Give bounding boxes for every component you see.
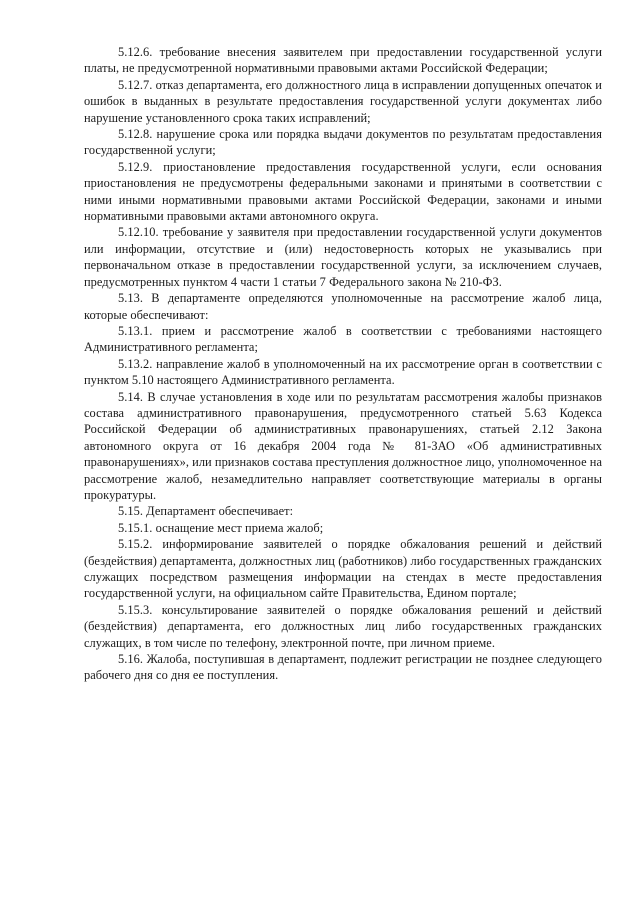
paragraph-5-15-3: 5.15.3. консультирование заявителей о порядке обжалования решений и действий (бездействия) департамента, его должностных лиц либо государственных гражданских служащих, в том числе по телефону, электронной почте, при личном приеме. [84,602,602,650]
paragraph-5-12-10: 5.12.10. требование у заявителя при предоставлении государственной услуги документов или информации, отсутствие и (или) недостоверность которых не указывались при первоначальном отказе в предоставлении государственной услуги, за исключением случаев, предусмотренных пунктом 4 части 1 статьи 7 Федерального закона № 210-ФЗ. [84,225,602,289]
document-page [84,44,602,684]
paragraph-5-12-9: 5.12.9. приостановление предоставления государственной услуги, если основания приостановления не предусмотрены федеральными законами и принятыми в соответствии с ними иными нормативными правовыми актами Российской Федерации, законами и иными нормативными правовыми актами автономного округа. [84,159,602,224]
paragraph-5-14: 5.14. В случае установления в ходе или по результатам рассмотрения жалобы признаков состава административного правонарушения, предусмотренного статьей 5.63 Кодекса Российской Федерации об административных правонарушениях, статьей 2.12 Закона автономного округа от 16 декабря 2004 года № 81-ЗАО «Об административных правонарушениях», или признаков состава преступления должностное лицо, уполномоченное на рассмотрение жалоб, незамедлительно направляет соответствующие материалы в органы прокуратуры. [84,389,602,502]
paragraph-5-16: 5.16. Жалоба, поступившая в департамент, подлежит регистрации не позднее следующего рабочего дня со дня ее поступления. [84,652,602,683]
paragraph-5-15-2: 5.15.2. информирование заявителей о порядке обжалования решений и действий (бездействия) департамента, должностных лиц (работников) либо государственных гражданских служащих посредством размещения информации на стендах в месте предоставления государственной услуги, на официальном сайте Правительства, Едином портале; [84,537,602,601]
paragraph-5-13-2: 5.13.2. направление жалоб в уполномоченный на их рассмотрение орган в соответствии с пунктом 5.10 настоящего Административного регламента. [84,356,602,388]
paragraph-5-15-1: 5.15.1. оснащение мест приема жалоб; [118,520,324,535]
paragraph-5-13-1: 5.13.1. прием и рассмотрение жалоб в соответствии с требованиями настоящего Административного регламента; [84,323,602,355]
paragraph-5-13: 5.13. В департаменте определяются уполномоченные на рассмотрение жалоб лица, которые обеспечивают: [84,291,602,322]
paragraph-5-15: 5.15. Департамент обеспечивает: [118,504,294,519]
paragraph-5-12-6: 5.12.6. требование внесения заявителем при предоставлении государственной услуги платы, не предусмотренной нормативными правовыми актами Российской Федерации; [84,45,602,76]
paragraph-5-12-7: 5.12.7. отказ департамента, его должностного лица в исправлении допущенных опечаток и ошибок в выданных в результате предоставления государственной услуги документах либо нарушение установленного срока таких исправлений; [84,77,602,125]
paragraph-5-12-8: 5.12.8. нарушение срока или порядка выдачи документов по результатам предоставления государственной услуги; [84,127,602,158]
